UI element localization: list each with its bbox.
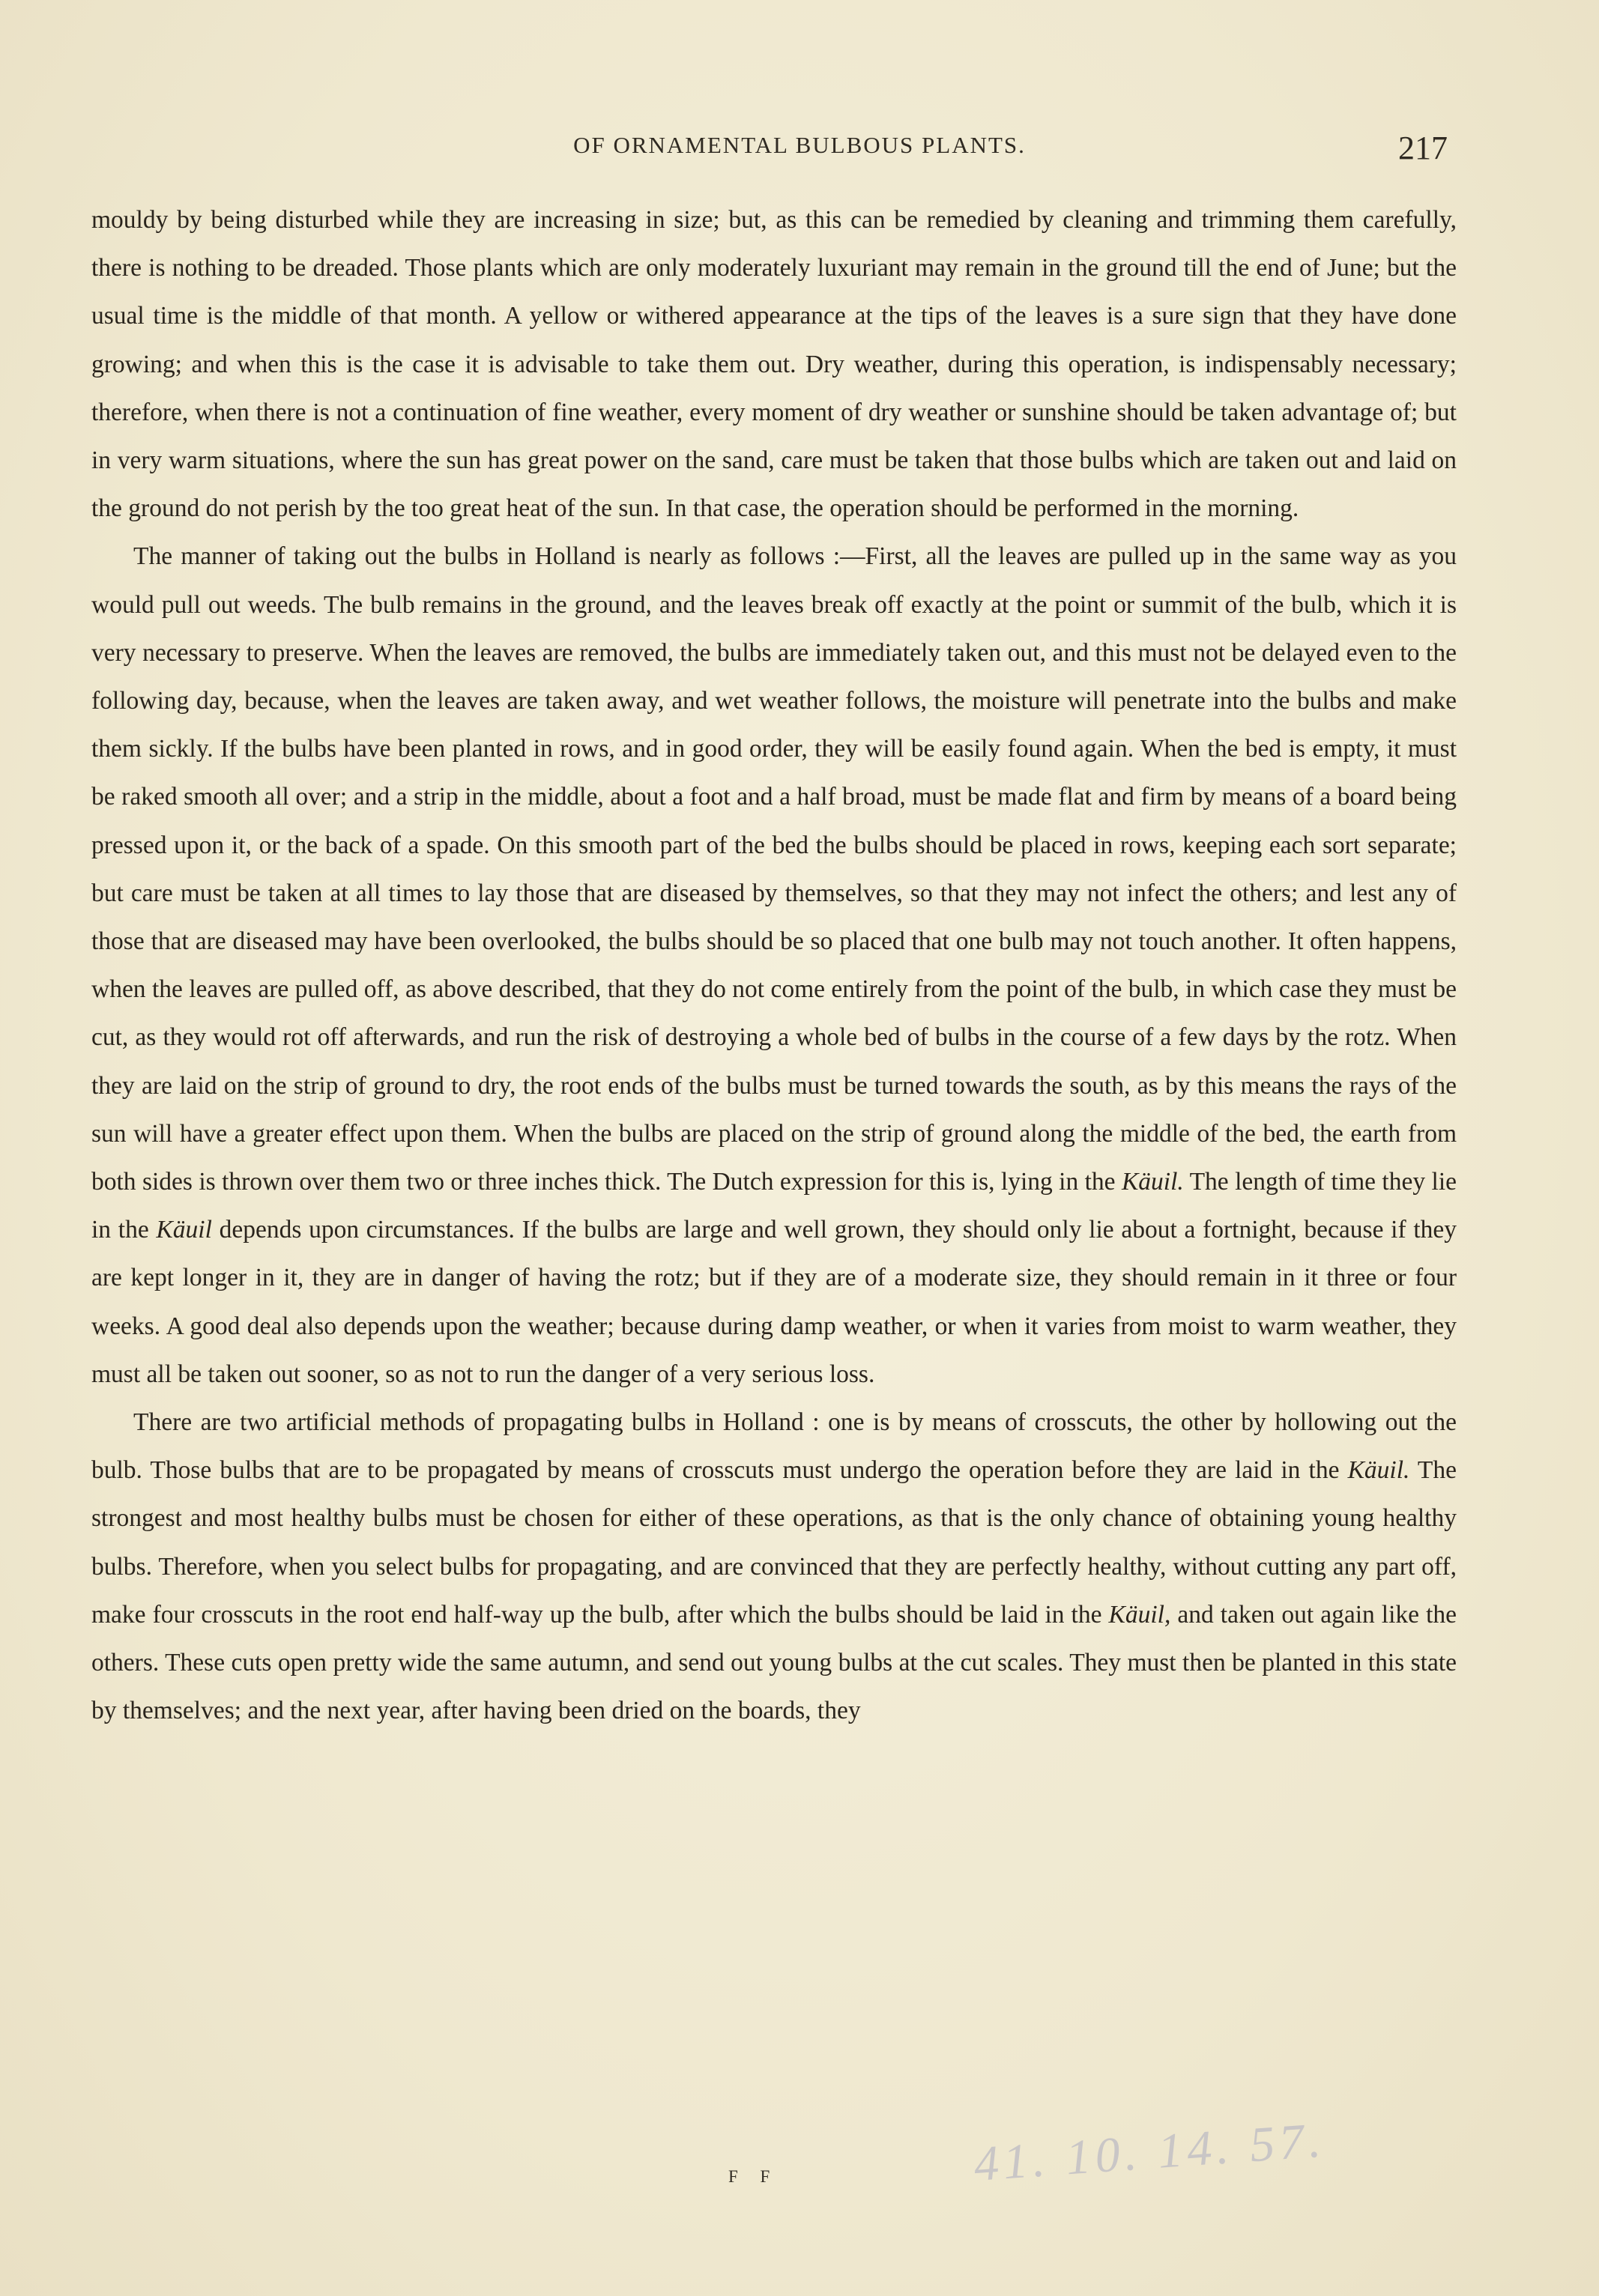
body-text: [91, 196, 1457, 1736]
paragraph: [91, 533, 1457, 1399]
page-number: 217: [1398, 130, 1448, 166]
italic-term: Käuil.: [1121, 1168, 1184, 1196]
text-run: The length of time they lie in the: [91, 1168, 1457, 1244]
paragraph: [91, 1399, 1457, 1735]
text-run: depends upon circumstances. If the bulbs are large and well grown, they should only lie about a fortnight, because if they are kept longer in it, they are in danger of having the rotz; but if they are of a moderate size, they should remain in it three or four weeks. A good deal also depends upon the weather; because during damp weather, or when it varies from moist to warm weather, they must all be taken out sooner, so as not to run the danger of a very serious loss.: [91, 1216, 1457, 1388]
text-run: There are two artificial methods of propagating bulbs in Holland : one is by means of crosscuts, the other by hollowing out the bulb. Those bulbs that are to be propagated by means of crosscuts must undergo the operation before they are laid in the: [91, 1408, 1457, 1485]
italic-term: Käuil: [156, 1216, 212, 1244]
paragraph: [91, 196, 1457, 533]
italic-term: Käuil.: [1347, 1456, 1410, 1485]
text-run: The strongest and most healthy bulbs must be chosen for either of these operations, as that is the only chance of obtaining young healthy bulbs. Therefore, when you select bulbs for propagating, and are convinced that they are perfectly healthy, without cutting any part off, make four crosscuts in the root end half-way up the bulb, after which the bulbs should be laid in the: [91, 1456, 1457, 1629]
italic-term: Käuil,: [1108, 1600, 1171, 1629]
handwritten-pencil-note: 41. 10. 14. 57.: [972, 2112, 1327, 2192]
text-run: The manner of taking out the bulbs in Holland is nearly as follows :—First, all the leaves are pulled up in the same way as you would pull out weeds. The bulb remains in the ground, and the leaves break off exactly at the point or summit of the bulb, which it is very necessary to preserve. When the leaves are removed, the bulbs are immediately taken out, and this must not be delayed even to the following day, because, when the leaves are taken away, and wet weather follows, the moisture will penetrate into the bulbs and make them sickly. If the bulbs have been planted in rows, and in good order, they will be easily found again. When the bed is empty, it must be raked smooth all over; and a strip in the middle, about a foot and a half broad, must be made flat and firm by means of a board being pressed upon it, or the back of a spade. On this smooth part of the bed the bulbs should be placed in rows, keeping each sort separate; but care must be taken at all times to lay those that are diseased by themselves, so that they may not infect the others; and lest any of those that are diseased may have been overlooked, the bulbs should be so placed that one bulb may not touch another. It often happens, when the leaves are pulled off, as above described, that they do not come entirely from the point of the bulb, in which case they must be cut, as they would rot off afterwards, and run the risk of destroying a whole bed of bulbs in the course of a few days by the rotz. When they are laid on the strip of ground to dry, the root ends of the bulbs must be turned towards the south, as by this means the rays of the sun will have a greater effect upon them. When the bulbs are placed on the strip of ground along the middle of the bed, the earth from both sides is thrown over them two or three inches thick. The Dutch expression for this is, lying in the: [91, 542, 1457, 1196]
text-run: mouldy by being disturbed while they are increasing in size; but, as this can be remedied by cleaning and trimming them carefully, there is nothing to be dreaded. Those plants which are only moderately luxuriant may remain in the ground till the end of June; but the usual time is the middle of that month. A yellow or withered appearance at the tips of the leaves is a sure sign that they have done growing; and when this is the case it is advisable to take them out. Dry weather, during this operation, is indispensably necessary; therefore, when there is not a continuation of fine weather, every moment of dry weather or sunshine should be taken advantage of; but in very warm situations, where the sun has great power on the sand, care must be taken that those bulbs which are taken out and laid on the ground do not perish by the too great heat of the sun. In that case, the operation should be performed in the morning.: [91, 206, 1457, 523]
running-title: OF ORNAMENTAL BULBOUS PLANTS.: [573, 132, 1026, 158]
text-run: and taken out again like the others. These cuts open pretty wide the same autumn, and send out young bulbs at the cut scales. They must then be planted in this state by themselves; and the next year, after having been dried on the boards, they: [91, 1600, 1457, 1725]
signature-mark: F F: [728, 2167, 779, 2186]
